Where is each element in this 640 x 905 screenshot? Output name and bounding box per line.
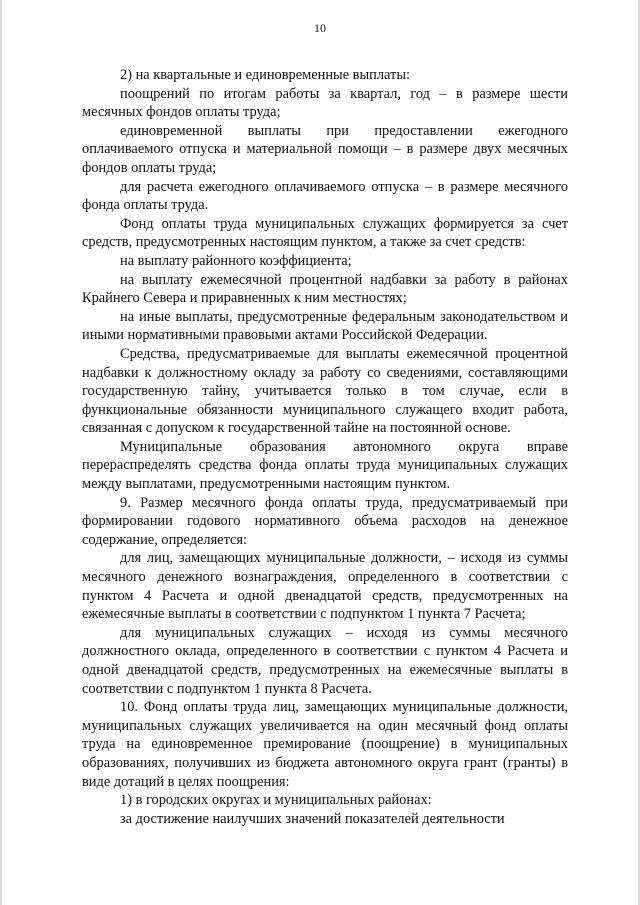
page-number: 10 bbox=[314, 21, 326, 35]
paragraph: за достижение наилучших значений показателей деятельности bbox=[120, 810, 505, 827]
paragraph: Средства, предусматриваемые для выплаты ежемесячной процентной надбавки к должностному окладу за работу со сведениями, составляющими государственную тайну, учитывается только в том случае, если в функциональные обязанности муниципального служащего входит работа, связанная с допуском к государственной тайне на постоянной основе. bbox=[82, 345, 568, 437]
paragraph: Фонд оплаты труда муниципальных служащих формируется за счет средств, предусмотренных настоящим пунктом, а также за счет средств: bbox=[82, 215, 568, 251]
paragraph: на выплату районного коэффициента; bbox=[120, 252, 352, 269]
paragraph: Муниципальные образования автономного округа вправе перераспределять средства фонда оплаты труда муниципальных служащих между выплатами, предусмотренными настоящим пунктом. bbox=[82, 438, 568, 493]
document-body bbox=[82, 66, 568, 828]
paragraph: 2) на квартальные и единовременные выплаты: bbox=[120, 67, 410, 83]
paragraph: на выплату ежемесячной процентной надбавки за работу в районах Крайнего Севера и приравненных к ним местностях; bbox=[82, 271, 568, 307]
paragraph: на иные выплаты, предусмотренные федеральным законодательством и иными нормативными правовыми актами Российской Федерации. bbox=[82, 308, 568, 344]
page-edge-left bbox=[0, 0, 2, 905]
paragraph: для расчета ежегодного оплачиваемого отпуска – в размере месячного фонда оплаты труда. bbox=[82, 178, 568, 214]
paragraph: поощрений по итогам работы за квартал, год – в размере шести месячных фондов оплаты труда; bbox=[82, 85, 568, 121]
paragraph: для лиц, замещающих муниципальные должности, – исходя из суммы месячного денежного вознаграждения, определенного в соответствии с пунктом 4 Расчета и одной двенадцатой средств, предусмотренных на ежемесячные выплаты в соответствии с подпунктом 1 пункта 7 Расчета; bbox=[82, 550, 568, 623]
paragraph: 10. Фонд оплаты труда лиц, замещающих муниципальные должности, муниципальных служащих увеличивается на один месячный фонд оплаты труда на единовременное премирование (поощрение) в муниципальных образованиях, получивших из бюджета автономного округа грант (гранты) в виде дотаций в целях поощрения: bbox=[82, 699, 568, 790]
paragraph: 1) в городских округах и муниципальных районах: bbox=[120, 792, 432, 809]
paragraph: 9. Размер месячного фонда оплаты труда, предусматриваемый при формировании годового нормативного объема расходов на денежное содержание, определяется: bbox=[82, 494, 568, 548]
paragraph: единовременной выплаты при предоставлении ежегодного оплачиваемого отпуска и материальной помощи – в размере двух месячных фондов оплаты труда; bbox=[82, 122, 568, 176]
paragraph: для муниципальных служащих – исходя из суммы месячного должностного оклада, определенного в соответствии с пунктом 4 Расчета и одной двенадцатой средств, предусмотренных на ежемесячные выплаты в соответствии с подпунктом 1 пункта 8 Расчета. bbox=[82, 624, 568, 697]
